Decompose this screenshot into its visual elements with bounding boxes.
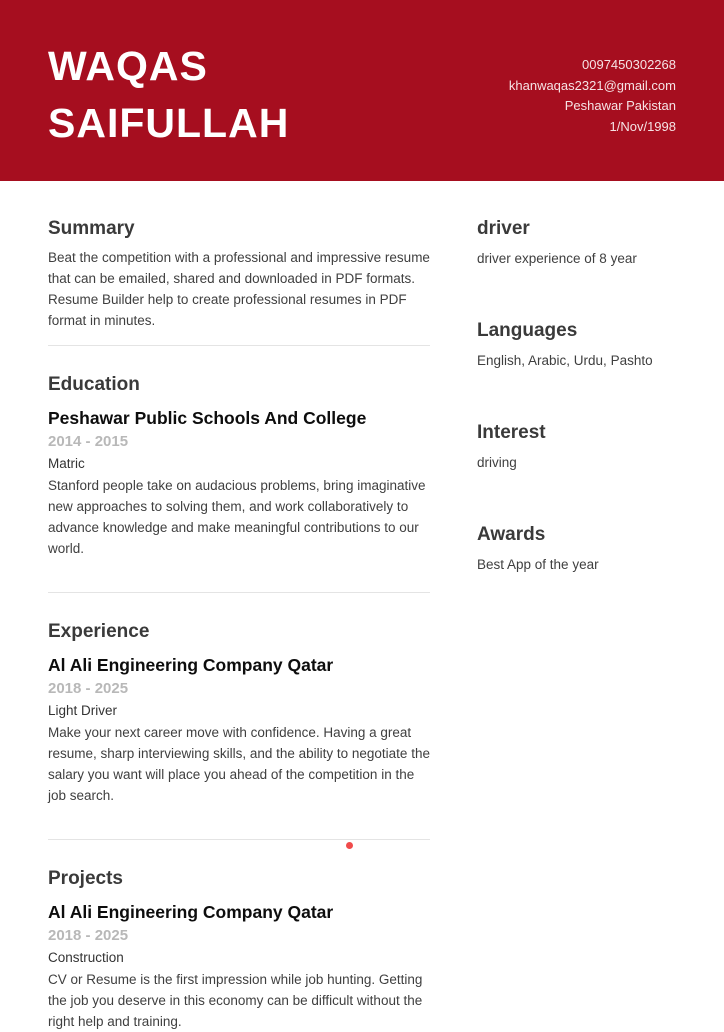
summary-heading: Summary (48, 218, 135, 239)
languages-text: English, Arabic, Urdu, Pashto (477, 353, 653, 368)
project-company: Al Ali Engineering Company Qatar (48, 902, 334, 922)
person-name (48, 0, 289, 181)
experience-description: Make your next career move with confidence. Having a great resume, sharp interviewing skills, and the ability to negotiate the salary you want will place you ahead of the competition in the job search. (48, 725, 430, 803)
project-dates: 2018 - 2025 (48, 927, 129, 944)
education-school: Peshawar Public Schools And College (48, 408, 367, 428)
resume-body (0, 181, 724, 1032)
education-dates: 2014 - 2015 (48, 433, 129, 450)
section-interest (477, 421, 676, 473)
education-degree: Matric (48, 456, 85, 471)
projects-heading: Projects (48, 868, 123, 889)
education-description: Stanford people take on audacious problems, bring imaginative new approaches to solving them, and work collaboratively to advance knowledge and make meaningful contributions to our world. (48, 478, 426, 556)
contact-birthdate: 1/Nov/1998 (609, 118, 676, 134)
section-projects (48, 867, 430, 1032)
person-name-line1: WAQAS (48, 43, 208, 89)
side-column (477, 217, 676, 1032)
project-description: CV or Resume is the first impression while job hunting. Getting the job you deserve in this economy can be difficult without the right help and training. (48, 972, 423, 1029)
interest-text: driving (477, 455, 517, 470)
interest-heading: Interest (477, 422, 546, 443)
section-education (48, 373, 430, 559)
education-heading: Education (48, 374, 140, 395)
main-column (48, 217, 430, 1032)
divider-line (48, 592, 430, 593)
section-divider (48, 839, 430, 840)
divider-line (48, 345, 430, 346)
contact-location: Peshawar Pakistan (564, 98, 676, 113)
contact-info (509, 0, 676, 181)
resume-header (0, 0, 724, 181)
experience-company: Al Ali Engineering Company Qatar (48, 655, 334, 675)
awards-text: Best App of the year (477, 557, 599, 572)
section-languages (477, 319, 676, 371)
section-experience (48, 620, 430, 806)
languages-heading: Languages (477, 320, 578, 341)
summary-text: Beat the competition with a professional and impressive resume that can be emailed, shared and downloaded in PDF formats. Resume Builder help to create professional resumes in PDF format in minutes. (48, 250, 430, 328)
contact-phone: 0097450302268 (582, 57, 676, 72)
section-divider (48, 592, 430, 593)
section-summary (48, 217, 430, 331)
experience-dates: 2018 - 2025 (48, 680, 129, 697)
person-name-line2: SAIFULLAH (48, 100, 290, 146)
driver-heading: driver (477, 218, 530, 239)
experience-heading: Experience (48, 621, 150, 642)
divider-line (48, 839, 430, 840)
project-role: Construction (48, 950, 124, 965)
driver-text: driver experience of 8 year (477, 251, 637, 266)
awards-heading: Awards (477, 524, 546, 545)
experience-role: Light Driver (48, 703, 118, 718)
contact-email: khanwaqas2321@gmail.com (508, 77, 676, 93)
section-divider (48, 345, 430, 346)
section-awards (477, 523, 676, 575)
red-marker-dot (346, 842, 353, 849)
section-driver (477, 217, 676, 269)
